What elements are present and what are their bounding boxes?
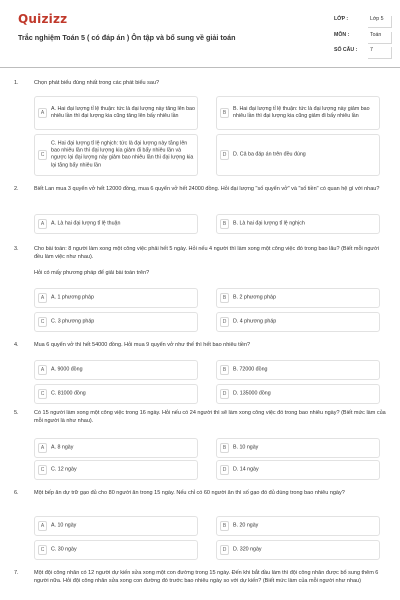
option-1d[interactable]	[216, 134, 380, 176]
option-letter: A	[38, 365, 47, 375]
option-text: B. 20 ngày	[233, 522, 259, 529]
option-letter: B	[220, 443, 229, 453]
question-number: 5.	[14, 410, 19, 416]
option-3a[interactable]	[34, 288, 198, 308]
option-letter: C	[38, 150, 47, 160]
question-text: Mua 6 quyển vở thì hết 54000 đồng. Hỏi mua 9 quyển vở như thế thì hết bao nhiêu tiền?	[34, 342, 251, 348]
option-letter: B	[220, 293, 229, 303]
option-text: D. 4 phương pháp	[233, 318, 277, 325]
option-4b[interactable]	[216, 360, 380, 380]
option-4d[interactable]	[216, 384, 380, 404]
option-letter: D	[220, 389, 229, 399]
option-letter: C	[38, 465, 47, 475]
option-text: C. 81000 đồng	[51, 390, 86, 397]
option-text: A. Là hai đại lượng tỉ lệ thuận	[51, 220, 121, 227]
option-letter: B	[220, 219, 229, 229]
option-3c[interactable]	[34, 312, 198, 332]
option-1c[interactable]	[34, 134, 198, 176]
question-text: Một bếp ăn dự trữ gạo đủ cho 80 người ăn trong 15 ngày. Nếu chỉ có 60 người ăn thì số gạo đó đủ dùng trong bao nhiêu ngày?	[34, 490, 345, 496]
option-letter: D	[220, 150, 229, 160]
option-3b[interactable]	[216, 288, 380, 308]
option-letter: C	[38, 545, 47, 555]
class-label: LỚP :	[334, 16, 349, 22]
option-letter: B	[220, 521, 229, 531]
option-letter: D	[220, 465, 229, 475]
option-6d[interactable]	[216, 540, 380, 560]
option-letter: D	[220, 545, 229, 555]
option-letter: C	[38, 317, 47, 327]
option-4c[interactable]	[34, 384, 198, 404]
option-letter: A	[38, 219, 47, 229]
option-text: C. 12 ngày	[51, 466, 77, 473]
option-4a[interactable]	[34, 360, 198, 380]
option-text: B. 72000 đồng	[233, 366, 268, 373]
option-1a[interactable]	[34, 96, 198, 130]
option-letter: A	[38, 293, 47, 303]
question-text: Một đội công nhân có 12 người dự kiến sửa xong một con đường trong 15 ngày. Đến khi bắt đầu làm thì đội công nhân được bổ sung thêm 6 người nữa. Hỏi đội công nhân sửa xong con đường đó trước bao nhiêu ngày so với dự kiến? (Biết mức làm của mỗi người như nhau)	[34, 570, 379, 584]
question-count-value: 7	[368, 47, 392, 59]
option-text: A. 1 phương pháp	[51, 294, 94, 301]
option-text: C. 3 phương pháp	[51, 318, 95, 325]
option-text: C. 30 ngày	[51, 546, 77, 553]
option-letter: B	[220, 108, 229, 118]
option-5b[interactable]	[216, 438, 380, 458]
option-text: D. 14 ngày	[233, 466, 259, 473]
option-5d[interactable]	[216, 460, 380, 480]
class-value: Lớp 5	[368, 16, 392, 28]
question-number: 3.	[14, 246, 19, 252]
question-number: 4.	[14, 342, 19, 348]
option-text: B. Là hai đại lượng tỉ lệ nghịch	[233, 220, 305, 227]
option-3d[interactable]	[216, 312, 380, 332]
option-letter: A	[38, 108, 47, 118]
option-6c[interactable]	[34, 540, 198, 560]
question-text: Biết Lan mua 3 quyển vở hết 12000 đồng, mua 6 quyển vở hết 24000 đồng. Hỏi đại lượng "số quyển vở" và "số tiền" có quan hệ gì với nhau?	[34, 186, 380, 192]
option-2a[interactable]	[34, 214, 198, 234]
question-number: 6.	[14, 490, 19, 496]
question-text: Cho bài toán: 8 người làm xong một công việc phải hết 5 ngày. Hỏi nếu 4 người thì làm xong một công việc đó trong bao lâu? (Biết mỗi người đều làm việc như nhau).	[34, 246, 379, 260]
page-title: Trắc nghiệm Toán 5 ( có đáp án ) Ôn tập và bổ sung về giải toán	[18, 33, 236, 42]
option-1b[interactable]	[216, 96, 380, 130]
option-letter: D	[220, 317, 229, 327]
option-5c[interactable]	[34, 460, 198, 480]
question-number: 1.	[14, 80, 19, 86]
question-subtext: Hỏi có mấy phương pháp để giải bài toán trên?	[34, 270, 150, 276]
question-text: Có 15 người làm xong một công việc trong 16 ngày. Hỏi nếu có 24 người thì sẽ làm xong công việc đó trong bao nhiêu ngày? (Biết mức làm của mỗi người là như nhau).	[34, 410, 386, 424]
option-5a[interactable]	[34, 438, 198, 458]
option-letter: A	[38, 521, 47, 531]
option-text: A. 9000 đồng	[51, 366, 83, 373]
option-text: B. Hai đại lượng tỉ lệ thuận: tức là đại lượng này giảm bao nhiêu lần thì đại lượng kia cũng giảm đi bấy nhiêu lần	[233, 105, 370, 119]
option-text: A. 8 ngày	[51, 444, 74, 451]
question-number: 2.	[14, 186, 19, 192]
option-letter: C	[38, 389, 47, 399]
question-number: 7.	[14, 570, 19, 576]
option-letter: B	[220, 365, 229, 375]
option-text: A. 10 ngày	[51, 522, 77, 529]
question-count-label: SỐ CÂU :	[334, 47, 358, 53]
option-text: A. Hai đại lượng tỉ lệ thuận: tức là đại lượng này tăng lên bao nhiêu lần thì đại lượng kia cũng tăng lên bấy nhiêu lần	[51, 105, 195, 119]
option-text: D. Cả ba đáp án trên đều đúng	[233, 151, 306, 158]
subject-label: MÔN :	[334, 32, 350, 38]
option-6a[interactable]	[34, 516, 198, 536]
option-2b[interactable]	[216, 214, 380, 234]
worksheet-header	[0, 0, 400, 68]
option-letter: A	[38, 443, 47, 453]
option-text: D. 135000 đồng	[233, 390, 271, 397]
option-text: B. 2 phương pháp	[233, 294, 276, 301]
option-text: D. 320 ngày	[233, 546, 262, 553]
subject-value: Toán	[368, 32, 392, 44]
option-text: C. Hai đại lượng tỉ lệ nghịch: tức là đại lượng này tăng lên bao nhiêu lần thì đại lượng kia giảm đi bấy nhiêu lần và ngược lại đại lượng này giảm bao nhiêu lần thì đại lượng kia lại tăng bấy nhiêu lần	[51, 140, 194, 169]
option-text: B. 10 ngày	[233, 444, 259, 451]
option-6b[interactable]	[216, 516, 380, 536]
quizizz-logo: Quizizz	[18, 12, 68, 26]
question-text: Chọn phát biểu đúng nhất trong các phát biểu sau?	[34, 80, 160, 86]
